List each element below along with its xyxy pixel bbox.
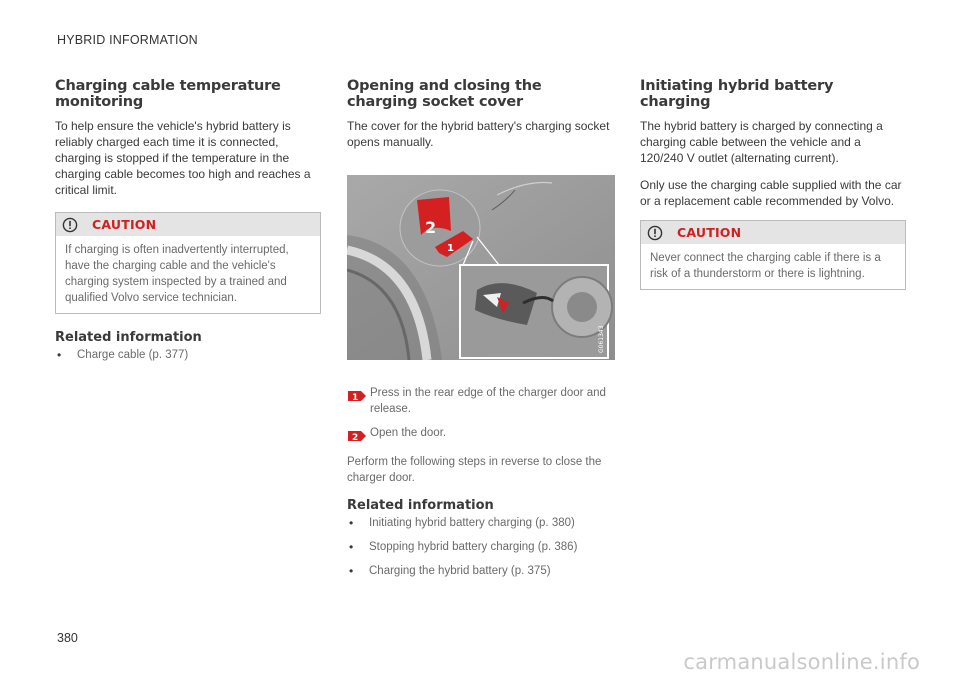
caution-text: Never connect the charging cable if there is a risk of a thunderstorm or there is lightning. (650, 252, 881, 280)
related-information-title: Related information (55, 330, 202, 345)
caution-box (55, 212, 321, 314)
callout-2-label: 2 (425, 218, 437, 237)
caution-box (640, 220, 906, 290)
related-list (347, 515, 615, 579)
figure-code-label: G061343 (598, 325, 605, 353)
step-1-text: Press in the rear edge of the charger door and release. (370, 387, 606, 415)
step-2-badge-icon (347, 428, 367, 442)
column-cable-temperature (55, 78, 321, 371)
step-1 (347, 385, 615, 417)
section-title-cable-temperature: Charging cable temperature monitoring (55, 78, 281, 110)
reverse-steps-note: Perform the following steps in reverse to close the charger door. (347, 456, 602, 484)
cable-temperature-paragraph: To help ensure the vehicle's hybrid battery is reliably charged each time it is connected, charging is stopped if the temperature in the charging cable becomes too high and reaches a critical limit. (55, 119, 311, 197)
section-header: HYBRID INFORMATION (57, 33, 198, 47)
related-link-initiating-charging[interactable]: • Initiating hybrid battery charging (p. 380) (347, 515, 615, 531)
step-2-text: Open the door. (370, 427, 447, 439)
step-1-number: 1 (352, 393, 359, 402)
caution-text: If charging is often inadvertently interrupted, have the charging cable and the vehicle's charging system inspected by a trained and qualified Volvo service technician. (65, 244, 289, 304)
charging-socket-illustration (347, 175, 615, 360)
callout-1-label: 1 (447, 243, 454, 254)
initiating-charging-paragraph-2: Only use the charging cable supplied with the car or a replacement cable recommended by Volvo. (640, 178, 902, 208)
section-title-socket-cover: Opening and closing the charging socket cover (347, 78, 542, 110)
warning-icon (62, 217, 78, 233)
step-2-number: 2 (352, 433, 359, 442)
warning-icon (647, 225, 663, 241)
step-1-badge-icon (347, 388, 367, 402)
socket-cover-intro: The cover for the hybrid battery's charging socket opens manually. (347, 119, 610, 149)
step-2 (347, 425, 615, 442)
page-number: 380 (57, 631, 78, 645)
related-link-charge-cable[interactable]: • Charge cable (p. 377) (55, 347, 321, 363)
related-link-stopping-charging[interactable]: • Stopping hybrid battery charging (p. 386) (347, 539, 615, 555)
caution-title: CAUTION (677, 225, 742, 240)
watermark: carmanualsonline.info (683, 650, 920, 674)
column-initiating-charging (640, 78, 906, 306)
related-information-title: Related information (347, 498, 494, 513)
caution-header (641, 221, 905, 244)
caution-title: CAUTION (92, 217, 157, 232)
column-socket-cover (347, 78, 615, 587)
caution-header (56, 213, 320, 236)
related-link-charging-battery[interactable]: • Charging the hybrid battery (p. 375) (347, 563, 615, 579)
section-title-initiating-charging: Initiating hybrid battery charging (640, 78, 834, 110)
related-list (55, 347, 321, 363)
initiating-charging-paragraph-1: The hybrid battery is charged by connecting a charging cable between the vehicle and a 120/240 V outlet (alternating current). (640, 119, 883, 165)
